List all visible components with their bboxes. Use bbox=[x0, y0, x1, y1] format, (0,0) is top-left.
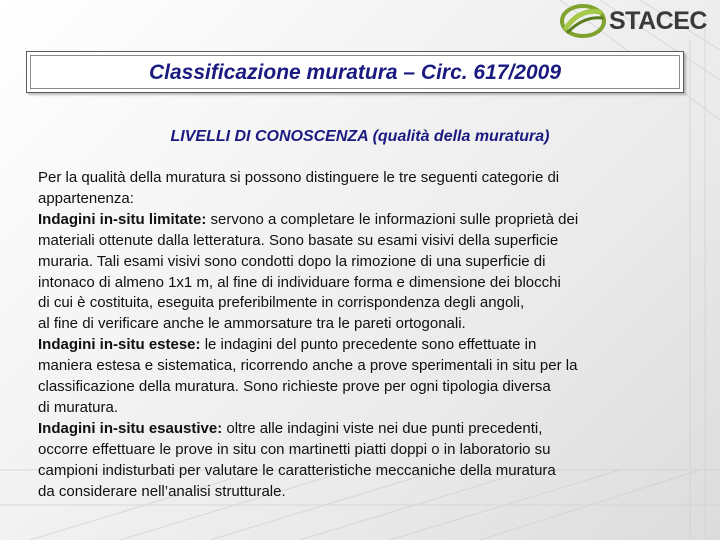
stacec-logo bbox=[560, 2, 720, 40]
body-line-text: servono a completare le informazioni sulle proprietà dei bbox=[206, 210, 579, 228]
category-exhaustive-heading: Indagini in-situ esaustive: bbox=[38, 419, 223, 437]
stacec-logo-icon bbox=[560, 2, 606, 40]
body-line: appartenenza: bbox=[38, 189, 134, 207]
body-line: occorre effettuare le prove in situ con martinetti piatti doppi o in laboratorio su bbox=[38, 440, 551, 458]
body-line bbox=[38, 419, 693, 440]
body-line: muraria. Tali esami visivi sono condotti dopo la rimozione di una superficie di bbox=[38, 252, 546, 270]
body-line: intonaco di almeno 1x1 m, al fine di individuare forma e dimensione dei blocchi bbox=[38, 273, 561, 291]
body-line: al fine di verificare anche le ammorsature tra le pareti ortogonali. bbox=[38, 315, 466, 333]
body-line bbox=[38, 335, 693, 356]
body-line: di cui è costituita, eseguita preferibilmente in corrispondenza degli angoli, bbox=[38, 294, 525, 312]
section-subtitle: LIVELLI DI CONOSCENZA (qualità della muratura) bbox=[170, 128, 550, 145]
body-line: da considerare nell’analisi strutturale. bbox=[38, 482, 286, 500]
body-line: di muratura. bbox=[38, 398, 119, 416]
body-line: materiali ottenute dalla letteratura. Sono basate su esami visivi della superficie bbox=[38, 231, 559, 249]
title-box bbox=[26, 51, 684, 93]
body-line: campioni indisturbati per valutare le caratteristiche meccaniche della muratura bbox=[38, 461, 556, 479]
category-limited-heading: Indagini in-situ limitate: bbox=[38, 210, 207, 228]
body-line-text: le indagini del punto precedente sono effettuate in bbox=[200, 336, 537, 354]
body-line: classificazione della muratura. Sono richieste prove per ogni tipologia diversa bbox=[38, 378, 551, 396]
body-text bbox=[38, 168, 693, 503]
body-line bbox=[38, 210, 693, 231]
body-line-text: oltre alle indagini viste nei due punti precedenti, bbox=[222, 419, 543, 437]
category-extended-heading: Indagini in-situ estese: bbox=[38, 336, 201, 354]
page-title: Classificazione muratura – Circ. 617/2009 bbox=[148, 61, 562, 84]
body-line: Per la qualità della muratura si possono distinguere le tre seguenti categorie di bbox=[38, 169, 560, 186]
logo-text: STACEC bbox=[609, 7, 707, 35]
body-line: maniera estesa e sistematica, ricorrendo anche a prove sperimentali in situ per la bbox=[38, 357, 578, 375]
